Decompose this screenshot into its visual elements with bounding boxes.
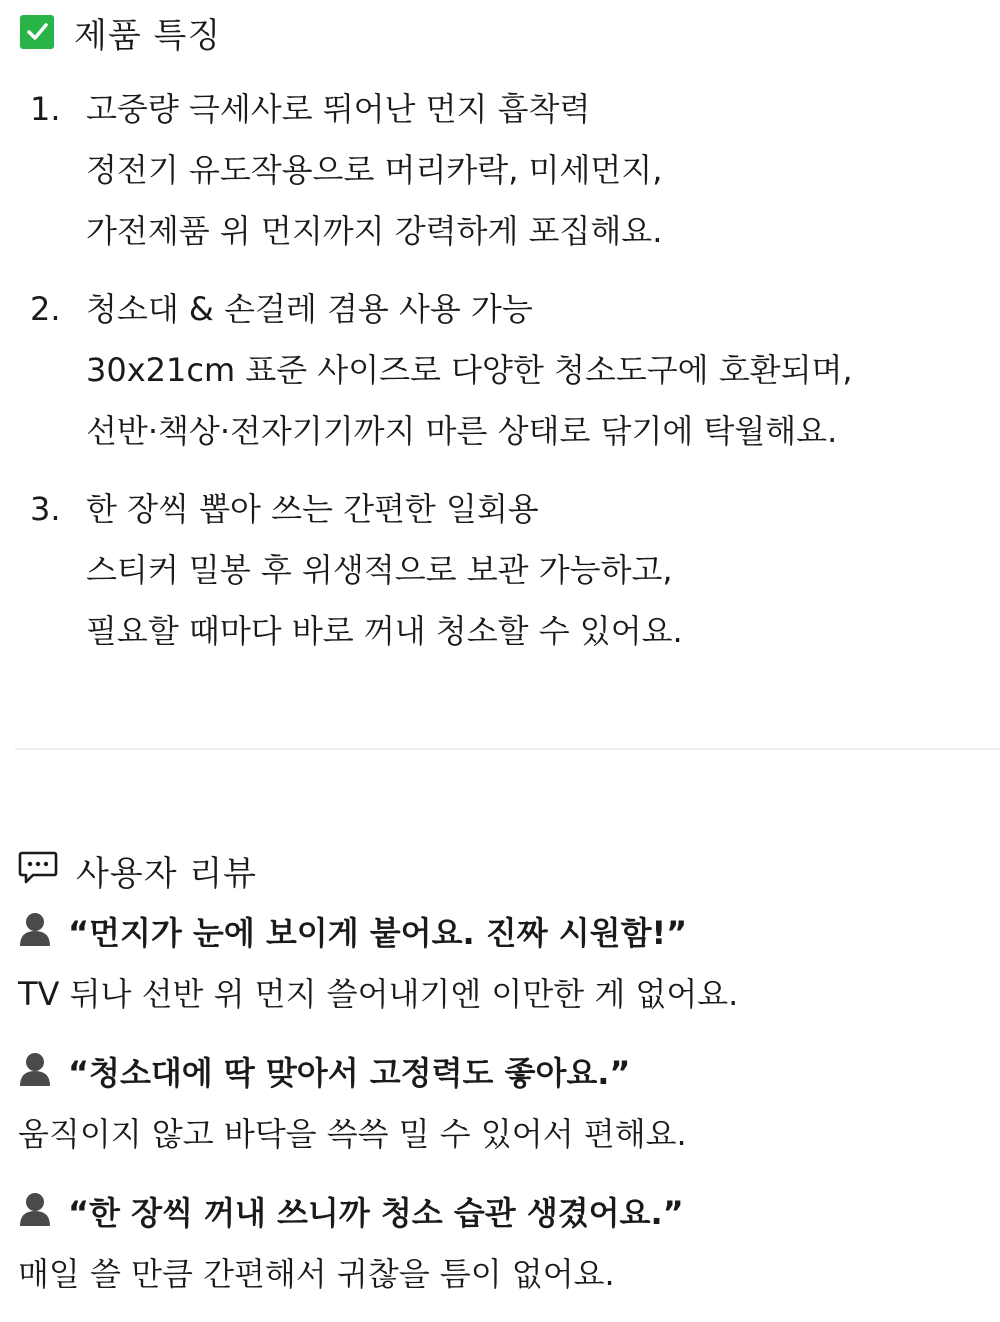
speech-bubble-icon — [18, 850, 58, 890]
review-comment: 매일 쓸 만큼 간편해서 귀찮을 틈이 없어요. — [18, 1255, 615, 1293]
feature-description-line: 스티커 밀봉 후 위생적으로 보관 가능하고, — [86, 551, 673, 589]
feature-description-line: 선반·책상·전자기기까지 마른 상태로 닦기에 탁월해요. — [86, 412, 838, 450]
review-item-3 — [18, 1186, 684, 1304]
features-title: 제품 특징 — [74, 15, 222, 56]
person-icon — [18, 911, 52, 951]
review-item-1 — [18, 906, 738, 1024]
person-icon — [18, 1051, 52, 1091]
features-header — [20, 12, 222, 56]
feature-description-line: 필요할 때마다 바로 꺼내 청소할 수 있어요. — [86, 612, 683, 650]
review-item-2 — [18, 1046, 687, 1164]
review-comment: 움직이지 않고 바닥을 쓱쓱 밀 수 있어서 편해요. — [18, 1115, 687, 1153]
feature-number: 3. — [30, 490, 61, 528]
person-icon — [18, 1191, 52, 1231]
feature-number: 1. — [30, 90, 61, 128]
feature-number: 2. — [30, 290, 61, 328]
feature-description-line: 가전제품 위 먼지까지 강력하게 포집해요. — [86, 212, 663, 250]
section-divider — [15, 748, 1000, 750]
feature-headline: 한 장씩 뽑아 쓰는 간편한 일회용 — [86, 490, 539, 528]
review-quote: “한 장씩 꺼내 쓰니까 청소 습관 생겼어요.” — [68, 1194, 684, 1232]
feature-headline: 청소대 & 손걸레 겸용 사용 가능 — [86, 290, 533, 328]
feature-description-line: 정전기 유도작용으로 머리카락, 미세먼지, — [86, 151, 663, 189]
feature-description-line: 30x21cm 표준 사이즈로 다양한 청소도구에 호환되며, — [86, 351, 853, 389]
reviews-header — [18, 848, 257, 892]
feature-headline: 고중량 극세사로 뛰어난 먼지 흡착력 — [86, 90, 591, 128]
review-quote: “먼지가 눈에 보이게 붙어요. 진짜 시원함!” — [68, 914, 688, 952]
check-box-icon — [20, 15, 54, 49]
review-comment: TV 뒤나 선반 위 먼지 쓸어내기엔 이만한 게 없어요. — [18, 975, 739, 1013]
reviews-title: 사용자 리뷰 — [76, 853, 258, 894]
review-quote: “청소대에 딱 맞아서 고정력도 좋아요.” — [68, 1054, 631, 1092]
